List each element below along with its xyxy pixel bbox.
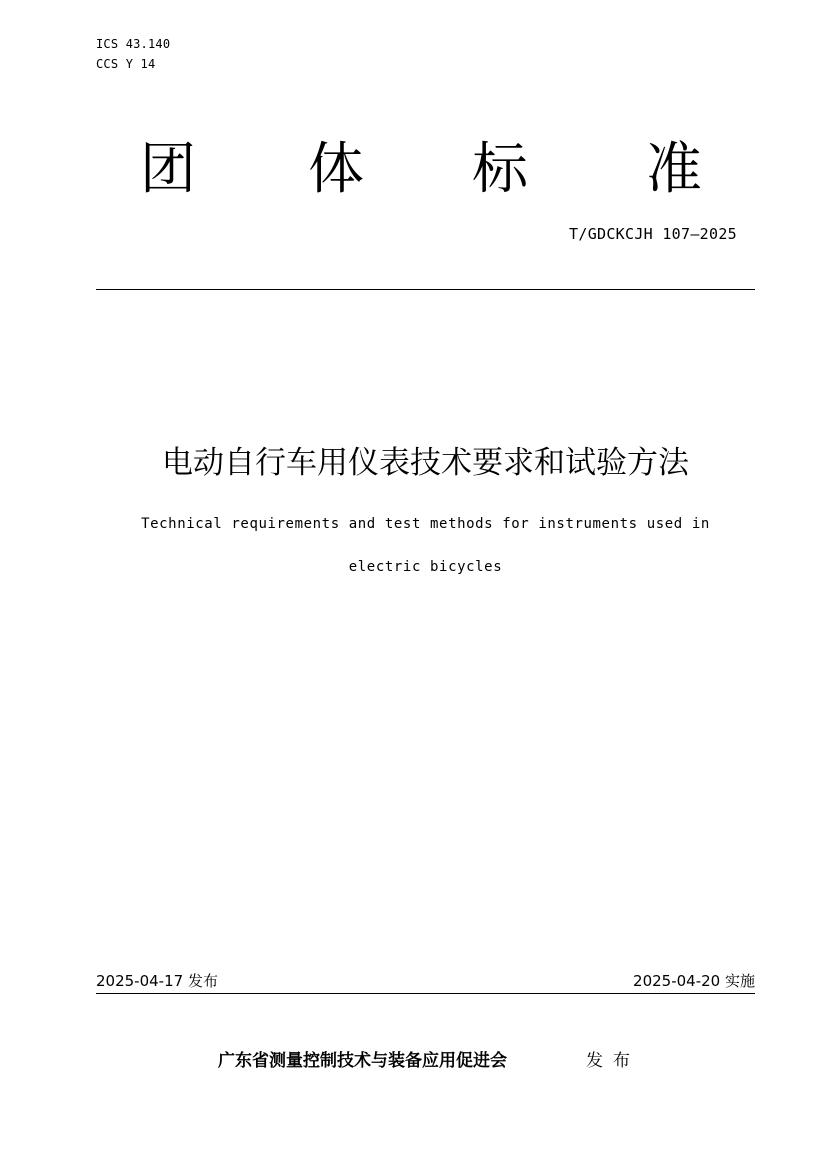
title-chinese: 电动自行车用仪表技术要求和试验方法 [162,445,689,481]
implement-date: 2025-04-20 实施 [633,972,755,990]
heading-char: 准 [646,137,702,202]
title-english-line-2: electric bicycles [348,559,503,575]
issuing-organization: 广东省测量控制技术与装备应用促进会 [218,1051,507,1071]
ccs-code: CCS Y 14 [96,57,156,71]
issue-label: 发布 [586,1051,640,1071]
heading-char: 体 [308,137,364,202]
standard-number: T/GDCKCJH 107—2025 [569,225,737,243]
ics-code: ICS 43.140 [96,37,171,51]
publish-date: 2025-04-17 发布 [96,972,218,990]
heading-char: 团 [140,137,196,202]
bottom-divider [96,993,755,994]
heading-char: 标 [472,137,528,202]
title-english-line-1: Technical requirements and test methods for instruments used in [141,516,710,532]
top-divider [96,289,755,290]
document-type-heading [140,138,715,202]
